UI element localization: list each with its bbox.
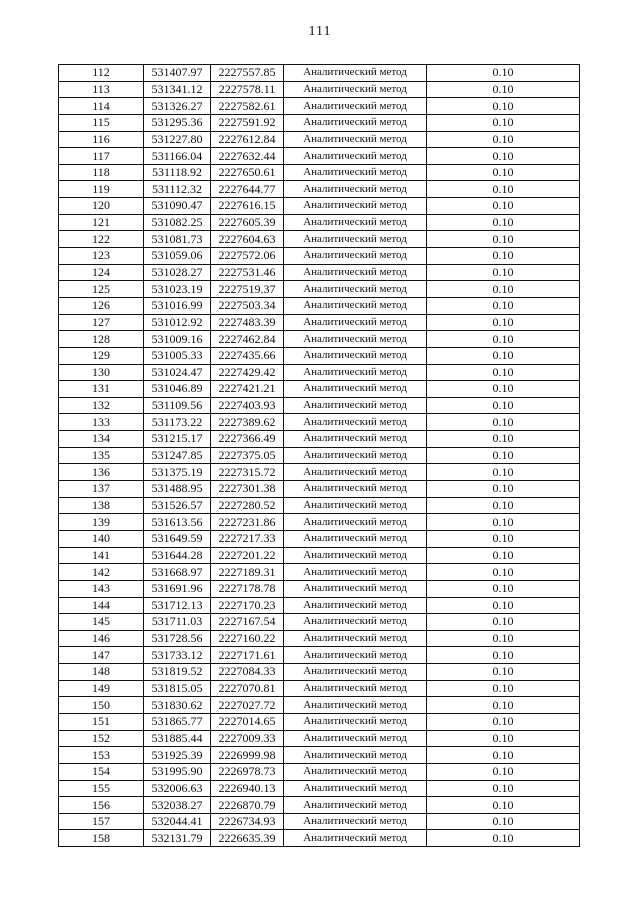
- coordinates-table: [58, 64, 580, 847]
- accuracy-cell: 0.10: [427, 614, 580, 631]
- method-cell: Аналитический метод: [284, 647, 427, 664]
- method-cell: Аналитический метод: [284, 464, 427, 481]
- table-row: [59, 497, 580, 514]
- y-coordinate-cell: 2227591.92: [211, 114, 284, 131]
- x-coordinate-cell: 531613.56: [144, 514, 211, 531]
- point-number-cell: 158: [59, 830, 144, 847]
- y-coordinate-cell: 2226999.98: [211, 747, 284, 764]
- y-coordinate-cell: 2227201.22: [211, 547, 284, 564]
- table-row: [59, 830, 580, 847]
- accuracy-cell: 0.10: [427, 530, 580, 547]
- table-row: [59, 614, 580, 631]
- method-cell: Аналитический метод: [284, 630, 427, 647]
- method-cell: Аналитический метод: [284, 148, 427, 165]
- accuracy-cell: 0.10: [427, 297, 580, 314]
- x-coordinate-cell: 531668.97: [144, 564, 211, 581]
- method-cell: Аналитический метод: [284, 797, 427, 814]
- table-row: [59, 214, 580, 231]
- method-cell: Аналитический метод: [284, 114, 427, 131]
- point-number-cell: 143: [59, 580, 144, 597]
- x-coordinate-cell: 531024.47: [144, 364, 211, 381]
- accuracy-cell: 0.10: [427, 81, 580, 98]
- point-number-cell: 129: [59, 347, 144, 364]
- method-cell: Аналитический метод: [284, 697, 427, 714]
- y-coordinate-cell: 2227375.05: [211, 447, 284, 464]
- accuracy-cell: 0.10: [427, 397, 580, 414]
- accuracy-cell: 0.10: [427, 481, 580, 498]
- accuracy-cell: 0.10: [427, 630, 580, 647]
- x-coordinate-cell: 531649.59: [144, 530, 211, 547]
- x-coordinate-cell: 531375.19: [144, 464, 211, 481]
- table-row: [59, 414, 580, 431]
- accuracy-cell: 0.10: [427, 597, 580, 614]
- point-number-cell: 134: [59, 431, 144, 448]
- point-number-cell: 157: [59, 813, 144, 830]
- accuracy-cell: 0.10: [427, 464, 580, 481]
- table-row: [59, 730, 580, 747]
- method-cell: Аналитический метод: [284, 447, 427, 464]
- y-coordinate-cell: 2227014.65: [211, 713, 284, 730]
- x-coordinate-cell: 531009.16: [144, 331, 211, 348]
- table-row: [59, 597, 580, 614]
- method-cell: Аналитический метод: [284, 131, 427, 148]
- point-number-cell: 113: [59, 81, 144, 98]
- y-coordinate-cell: 2227231.86: [211, 514, 284, 531]
- point-number-cell: 128: [59, 331, 144, 348]
- point-number-cell: 137: [59, 481, 144, 498]
- method-cell: Аналитический метод: [284, 514, 427, 531]
- table-row: [59, 447, 580, 464]
- point-number-cell: 136: [59, 464, 144, 481]
- accuracy-cell: 0.10: [427, 65, 580, 82]
- accuracy-cell: 0.10: [427, 680, 580, 697]
- table-body: [59, 65, 580, 847]
- point-number-cell: 153: [59, 747, 144, 764]
- x-coordinate-cell: 531112.32: [144, 181, 211, 198]
- x-coordinate-cell: 531059.06: [144, 248, 211, 265]
- method-cell: Аналитический метод: [284, 314, 427, 331]
- x-coordinate-cell: 531885.44: [144, 730, 211, 747]
- point-number-cell: 146: [59, 630, 144, 647]
- x-coordinate-cell: 531109.56: [144, 397, 211, 414]
- accuracy-cell: 0.10: [427, 264, 580, 281]
- accuracy-cell: 0.10: [427, 331, 580, 348]
- method-cell: Аналитический метод: [284, 65, 427, 82]
- point-number-cell: 117: [59, 148, 144, 165]
- x-coordinate-cell: 531247.85: [144, 447, 211, 464]
- y-coordinate-cell: 2227171.61: [211, 647, 284, 664]
- y-coordinate-cell: 2227483.39: [211, 314, 284, 331]
- method-cell: Аналитический метод: [284, 331, 427, 348]
- accuracy-cell: 0.10: [427, 347, 580, 364]
- accuracy-cell: 0.10: [427, 164, 580, 181]
- table-row: [59, 297, 580, 314]
- point-number-cell: 127: [59, 314, 144, 331]
- y-coordinate-cell: 2227389.62: [211, 414, 284, 431]
- method-cell: Аналитический метод: [284, 547, 427, 564]
- x-coordinate-cell: 532131.79: [144, 830, 211, 847]
- table-row: [59, 231, 580, 248]
- method-cell: Аналитический метод: [284, 614, 427, 631]
- y-coordinate-cell: 2227612.84: [211, 131, 284, 148]
- x-coordinate-cell: 531028.27: [144, 264, 211, 281]
- table-row: [59, 364, 580, 381]
- y-coordinate-cell: 2227160.22: [211, 630, 284, 647]
- table-row: [59, 813, 580, 830]
- point-number-cell: 125: [59, 281, 144, 298]
- table-row: [59, 780, 580, 797]
- method-cell: Аналитический метод: [284, 497, 427, 514]
- method-cell: Аналитический метод: [284, 830, 427, 847]
- y-coordinate-cell: 2226734.93: [211, 813, 284, 830]
- table-row: [59, 264, 580, 281]
- accuracy-cell: 0.10: [427, 547, 580, 564]
- y-coordinate-cell: 2227170.23: [211, 597, 284, 614]
- accuracy-cell: 0.10: [427, 497, 580, 514]
- y-coordinate-cell: 2227650.61: [211, 164, 284, 181]
- x-coordinate-cell: 531166.04: [144, 148, 211, 165]
- point-number-cell: 115: [59, 114, 144, 131]
- y-coordinate-cell: 2227217.33: [211, 530, 284, 547]
- x-coordinate-cell: 531728.56: [144, 630, 211, 647]
- method-cell: Аналитический метод: [284, 364, 427, 381]
- y-coordinate-cell: 2227644.77: [211, 181, 284, 198]
- accuracy-cell: 0.10: [427, 514, 580, 531]
- y-coordinate-cell: 2227403.93: [211, 397, 284, 414]
- method-cell: Аналитический метод: [284, 664, 427, 681]
- y-coordinate-cell: 2227189.31: [211, 564, 284, 581]
- x-coordinate-cell: 532044.41: [144, 813, 211, 830]
- accuracy-cell: 0.10: [427, 830, 580, 847]
- y-coordinate-cell: 2227084.33: [211, 664, 284, 681]
- method-cell: Аналитический метод: [284, 264, 427, 281]
- table-row: [59, 164, 580, 181]
- table-row: [59, 630, 580, 647]
- accuracy-cell: 0.10: [427, 314, 580, 331]
- y-coordinate-cell: 2227009.33: [211, 730, 284, 747]
- y-coordinate-cell: 2226978.73: [211, 763, 284, 780]
- point-number-cell: 132: [59, 397, 144, 414]
- x-coordinate-cell: 531733.12: [144, 647, 211, 664]
- table-row: [59, 564, 580, 581]
- point-number-cell: 138: [59, 497, 144, 514]
- accuracy-cell: 0.10: [427, 431, 580, 448]
- table-row: [59, 713, 580, 730]
- y-coordinate-cell: 2227604.63: [211, 231, 284, 248]
- y-coordinate-cell: 2227178.78: [211, 580, 284, 597]
- table-row: [59, 331, 580, 348]
- x-coordinate-cell: 531005.33: [144, 347, 211, 364]
- table-row: [59, 131, 580, 148]
- x-coordinate-cell: 532006.63: [144, 780, 211, 797]
- accuracy-cell: 0.10: [427, 414, 580, 431]
- method-cell: Аналитический метод: [284, 297, 427, 314]
- table-row: [59, 431, 580, 448]
- point-number-cell: 147: [59, 647, 144, 664]
- point-number-cell: 152: [59, 730, 144, 747]
- x-coordinate-cell: 531407.97: [144, 65, 211, 82]
- table-row: [59, 747, 580, 764]
- x-coordinate-cell: 531090.47: [144, 198, 211, 215]
- point-number-cell: 145: [59, 614, 144, 631]
- accuracy-cell: 0.10: [427, 813, 580, 830]
- accuracy-cell: 0.10: [427, 364, 580, 381]
- x-coordinate-cell: 531227.80: [144, 131, 211, 148]
- method-cell: Аналитический метод: [284, 98, 427, 115]
- table-row: [59, 797, 580, 814]
- y-coordinate-cell: 2227167.54: [211, 614, 284, 631]
- y-coordinate-cell: 2227315.72: [211, 464, 284, 481]
- point-number-cell: 144: [59, 597, 144, 614]
- x-coordinate-cell: 531691.96: [144, 580, 211, 597]
- y-coordinate-cell: 2227632.44: [211, 148, 284, 165]
- point-number-cell: 140: [59, 530, 144, 547]
- table-row: [59, 314, 580, 331]
- accuracy-cell: 0.10: [427, 248, 580, 265]
- x-coordinate-cell: 531711.03: [144, 614, 211, 631]
- accuracy-cell: 0.10: [427, 281, 580, 298]
- method-cell: Аналитический метод: [284, 198, 427, 215]
- method-cell: Аналитический метод: [284, 431, 427, 448]
- x-coordinate-cell: 531118.92: [144, 164, 211, 181]
- method-cell: Аналитический метод: [284, 481, 427, 498]
- method-cell: Аналитический метод: [284, 397, 427, 414]
- x-coordinate-cell: 531995.90: [144, 763, 211, 780]
- x-coordinate-cell: 531081.73: [144, 231, 211, 248]
- table-row: [59, 664, 580, 681]
- method-cell: Аналитический метод: [284, 680, 427, 697]
- accuracy-cell: 0.10: [427, 564, 580, 581]
- accuracy-cell: 0.10: [427, 730, 580, 747]
- x-coordinate-cell: 531712.13: [144, 597, 211, 614]
- method-cell: Аналитический метод: [284, 780, 427, 797]
- table-row: [59, 647, 580, 664]
- accuracy-cell: 0.10: [427, 697, 580, 714]
- accuracy-cell: 0.10: [427, 181, 580, 198]
- method-cell: Аналитический метод: [284, 381, 427, 398]
- method-cell: Аналитический метод: [284, 747, 427, 764]
- x-coordinate-cell: 531865.77: [144, 713, 211, 730]
- method-cell: Аналитический метод: [284, 763, 427, 780]
- x-coordinate-cell: 531082.25: [144, 214, 211, 231]
- table-row: [59, 114, 580, 131]
- y-coordinate-cell: 2227027.72: [211, 697, 284, 714]
- point-number-cell: 156: [59, 797, 144, 814]
- accuracy-cell: 0.10: [427, 580, 580, 597]
- point-number-cell: 130: [59, 364, 144, 381]
- table-row: [59, 81, 580, 98]
- accuracy-cell: 0.10: [427, 780, 580, 797]
- x-coordinate-cell: 531295.36: [144, 114, 211, 131]
- point-number-cell: 139: [59, 514, 144, 531]
- table-row: [59, 514, 580, 531]
- y-coordinate-cell: 2227616.15: [211, 198, 284, 215]
- table-row: [59, 98, 580, 115]
- accuracy-cell: 0.10: [427, 114, 580, 131]
- accuracy-cell: 0.10: [427, 763, 580, 780]
- point-number-cell: 114: [59, 98, 144, 115]
- method-cell: Аналитический метод: [284, 164, 427, 181]
- x-coordinate-cell: 531215.17: [144, 431, 211, 448]
- table-row: [59, 530, 580, 547]
- y-coordinate-cell: 2227421.21: [211, 381, 284, 398]
- method-cell: Аналитический метод: [284, 248, 427, 265]
- y-coordinate-cell: 2227578.11: [211, 81, 284, 98]
- point-number-cell: 120: [59, 198, 144, 215]
- x-coordinate-cell: 531023.19: [144, 281, 211, 298]
- accuracy-cell: 0.10: [427, 747, 580, 764]
- point-number-cell: 135: [59, 447, 144, 464]
- page-number: 111: [308, 24, 332, 39]
- table-row: [59, 697, 580, 714]
- y-coordinate-cell: 2227582.61: [211, 98, 284, 115]
- accuracy-cell: 0.10: [427, 198, 580, 215]
- table-row: [59, 347, 580, 364]
- x-coordinate-cell: 531046.89: [144, 381, 211, 398]
- table-row: [59, 547, 580, 564]
- table-row: [59, 580, 580, 597]
- y-coordinate-cell: 2227519.37: [211, 281, 284, 298]
- y-coordinate-cell: 2226940.13: [211, 780, 284, 797]
- table-row: [59, 198, 580, 215]
- point-number-cell: 150: [59, 697, 144, 714]
- accuracy-cell: 0.10: [427, 647, 580, 664]
- point-number-cell: 118: [59, 164, 144, 181]
- y-coordinate-cell: 2227572.06: [211, 248, 284, 265]
- table-row: [59, 181, 580, 198]
- y-coordinate-cell: 2226870.79: [211, 797, 284, 814]
- method-cell: Аналитический метод: [284, 730, 427, 747]
- x-coordinate-cell: 531016.99: [144, 297, 211, 314]
- y-coordinate-cell: 2227557.85: [211, 65, 284, 82]
- y-coordinate-cell: 2227531.46: [211, 264, 284, 281]
- y-coordinate-cell: 2226635.39: [211, 830, 284, 847]
- point-number-cell: 142: [59, 564, 144, 581]
- method-cell: Аналитический метод: [284, 347, 427, 364]
- point-number-cell: 121: [59, 214, 144, 231]
- table-row: [59, 248, 580, 265]
- point-number-cell: 124: [59, 264, 144, 281]
- y-coordinate-cell: 2227435.66: [211, 347, 284, 364]
- y-coordinate-cell: 2227301.38: [211, 481, 284, 498]
- x-coordinate-cell: 531815.05: [144, 680, 211, 697]
- point-number-cell: 131: [59, 381, 144, 398]
- point-number-cell: 119: [59, 181, 144, 198]
- method-cell: Аналитический метод: [284, 564, 427, 581]
- method-cell: Аналитический метод: [284, 181, 427, 198]
- accuracy-cell: 0.10: [427, 664, 580, 681]
- method-cell: Аналитический метод: [284, 813, 427, 830]
- point-number-cell: 151: [59, 713, 144, 730]
- point-number-cell: 116: [59, 131, 144, 148]
- x-coordinate-cell: 531326.27: [144, 98, 211, 115]
- method-cell: Аналитический метод: [284, 231, 427, 248]
- x-coordinate-cell: 531644.28: [144, 547, 211, 564]
- accuracy-cell: 0.10: [427, 797, 580, 814]
- method-cell: Аналитический метод: [284, 580, 427, 597]
- x-coordinate-cell: 531925.39: [144, 747, 211, 764]
- x-coordinate-cell: 531012.92: [144, 314, 211, 331]
- y-coordinate-cell: 2227462.84: [211, 331, 284, 348]
- point-number-cell: 154: [59, 763, 144, 780]
- point-number-cell: 148: [59, 664, 144, 681]
- table-row: [59, 481, 580, 498]
- method-cell: Аналитический метод: [284, 281, 427, 298]
- accuracy-cell: 0.10: [427, 381, 580, 398]
- point-number-cell: 123: [59, 248, 144, 265]
- table-row: [59, 763, 580, 780]
- x-coordinate-cell: 531341.12: [144, 81, 211, 98]
- accuracy-cell: 0.10: [427, 131, 580, 148]
- table-row: [59, 148, 580, 165]
- y-coordinate-cell: 2227366.49: [211, 431, 284, 448]
- method-cell: Аналитический метод: [284, 597, 427, 614]
- point-number-cell: 126: [59, 297, 144, 314]
- table-row: [59, 381, 580, 398]
- y-coordinate-cell: 2227605.39: [211, 214, 284, 231]
- x-coordinate-cell: 531173.22: [144, 414, 211, 431]
- table-row: [59, 464, 580, 481]
- x-coordinate-cell: 531526.57: [144, 497, 211, 514]
- y-coordinate-cell: 2227429.42: [211, 364, 284, 381]
- y-coordinate-cell: 2227280.52: [211, 497, 284, 514]
- accuracy-cell: 0.10: [427, 713, 580, 730]
- point-number-cell: 155: [59, 780, 144, 797]
- method-cell: Аналитический метод: [284, 214, 427, 231]
- method-cell: Аналитический метод: [284, 713, 427, 730]
- table-row: [59, 397, 580, 414]
- point-number-cell: 133: [59, 414, 144, 431]
- accuracy-cell: 0.10: [427, 214, 580, 231]
- x-coordinate-cell: 531819.52: [144, 664, 211, 681]
- point-number-cell: 149: [59, 680, 144, 697]
- accuracy-cell: 0.10: [427, 231, 580, 248]
- table-row: [59, 281, 580, 298]
- y-coordinate-cell: 2227503.34: [211, 297, 284, 314]
- accuracy-cell: 0.10: [427, 148, 580, 165]
- table-row: [59, 65, 580, 82]
- point-number-cell: 112: [59, 65, 144, 82]
- x-coordinate-cell: 531830.62: [144, 697, 211, 714]
- accuracy-cell: 0.10: [427, 98, 580, 115]
- method-cell: Аналитический метод: [284, 81, 427, 98]
- accuracy-cell: 0.10: [427, 447, 580, 464]
- point-number-cell: 141: [59, 547, 144, 564]
- table-row: [59, 680, 580, 697]
- method-cell: Аналитический метод: [284, 414, 427, 431]
- x-coordinate-cell: 531488.95: [144, 481, 211, 498]
- y-coordinate-cell: 2227070.81: [211, 680, 284, 697]
- method-cell: Аналитический метод: [284, 530, 427, 547]
- point-number-cell: 122: [59, 231, 144, 248]
- x-coordinate-cell: 532038.27: [144, 797, 211, 814]
